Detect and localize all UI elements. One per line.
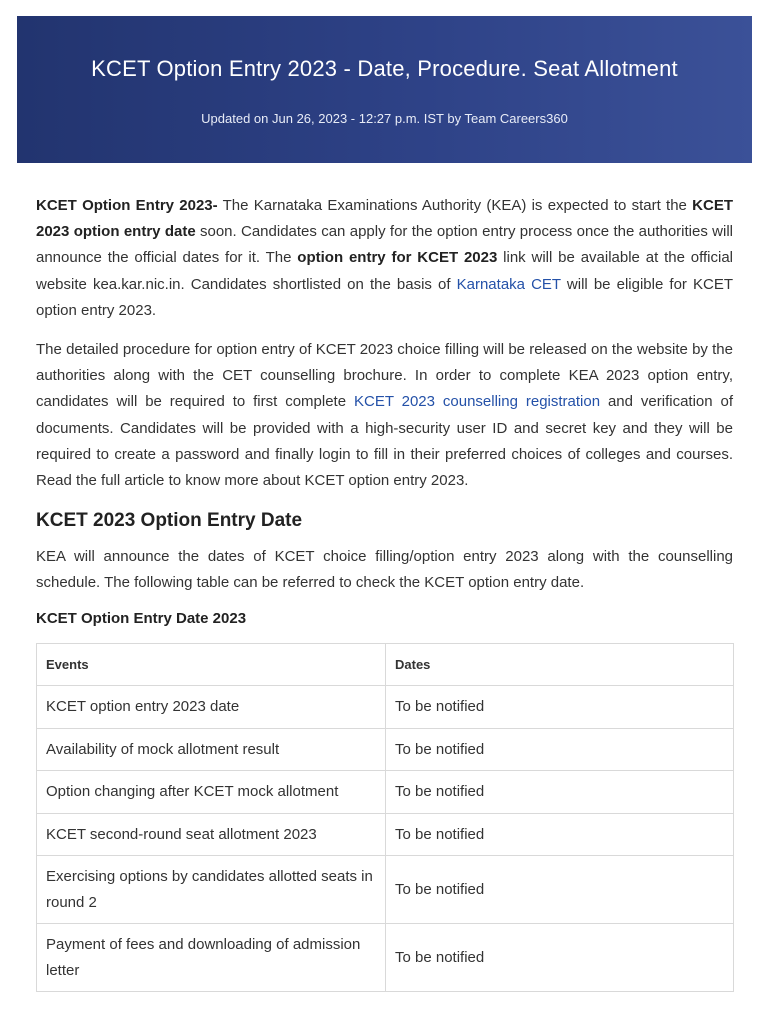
table-row — [37, 813, 734, 856]
table-row — [37, 924, 734, 992]
header-events: Events — [37, 643, 386, 686]
intro-text-2: soon. Candidates can apply for the option entry process once the authorities will announce the official dates for it. The — [36, 223, 733, 267]
event-cell: Option changing after KCET mock allotment — [37, 771, 386, 814]
procedure-text-1: The detailed procedure for option entry of KCET 2023 choice filling will be released on the website by the authorities along with the CET counselling brochure. In order to complete KEA 2023 option entry, candidates will be required to first complete — [36, 341, 733, 411]
event-cell: Exercising options by candidates allotted seats in round 2 — [37, 856, 386, 924]
event-cell: Payment of fees and downloading of admission letter — [37, 924, 386, 992]
updated-info: Updated on Jun 26, 2023 - 12:27 p.m. IST by Team Careers360 — [201, 111, 568, 126]
intro-bold-3: option entry for KCET 2023 — [297, 249, 498, 267]
intro-bold-1: KCET Option Entry 2023- — [36, 197, 218, 214]
table-row — [37, 771, 734, 814]
karnataka-cet-link[interactable]: Karnataka CET — [456, 275, 561, 293]
procedure-paragraph — [36, 337, 733, 494]
option-entry-dates-table — [36, 643, 734, 993]
procedure-text-2: and verification of documents. Candidates will be provided with a high-security user ID and secret key and they will be required to create a password and finally login to fill in their preferred choices of colleges and courses. Read the full article to know more about KCET option entry 2023. — [36, 393, 734, 490]
section-paragraph: KEA will announce the dates of KCET choice filling/option entry 2023 along with the counselling schedule. The following table can be referred to check the KCET option entry date. — [36, 548, 733, 592]
table-row — [37, 728, 734, 771]
intro-bold-2: KCET 2023 option entry date — [36, 197, 734, 241]
date-cell: To be notified — [386, 924, 734, 992]
event-cell: Availability of mock allotment result — [37, 728, 386, 771]
article-title: KCET Option Entry 2023 - Date, Procedure. Seat Allotment — [91, 56, 678, 81]
section-heading: KCET 2023 Option Entry Date — [36, 510, 303, 532]
intro-text-3: link will be available at the official website kea.kar.nic.in. Candidates shortlisted on the basis of — [36, 249, 734, 293]
date-cell: To be notified — [386, 686, 734, 729]
event-cell: KCET option entry 2023 date — [37, 686, 386, 729]
date-cell: To be notified — [386, 813, 734, 856]
table-row — [37, 856, 734, 924]
header-dates: Dates — [386, 643, 734, 686]
article-header — [17, 16, 752, 163]
table-row — [37, 686, 734, 729]
intro-text-4: will be eligible for KCET option entry 2023. — [36, 275, 734, 319]
counselling-registration-link[interactable]: KCET 2023 counselling registration — [353, 393, 601, 411]
table-header-row — [37, 643, 734, 686]
article-body — [36, 193, 733, 992]
date-cell: To be notified — [386, 771, 734, 814]
date-cell: To be notified — [386, 728, 734, 771]
intro-paragraph — [36, 193, 733, 324]
intro-text-1: The Karnataka Examinations Authority (KEA) is expected to start the — [217, 197, 693, 214]
event-cell: KCET second-round seat allotment 2023 — [37, 813, 386, 856]
table-title: KCET Option Entry Date 2023 — [36, 609, 247, 627]
date-cell: To be notified — [386, 856, 734, 924]
